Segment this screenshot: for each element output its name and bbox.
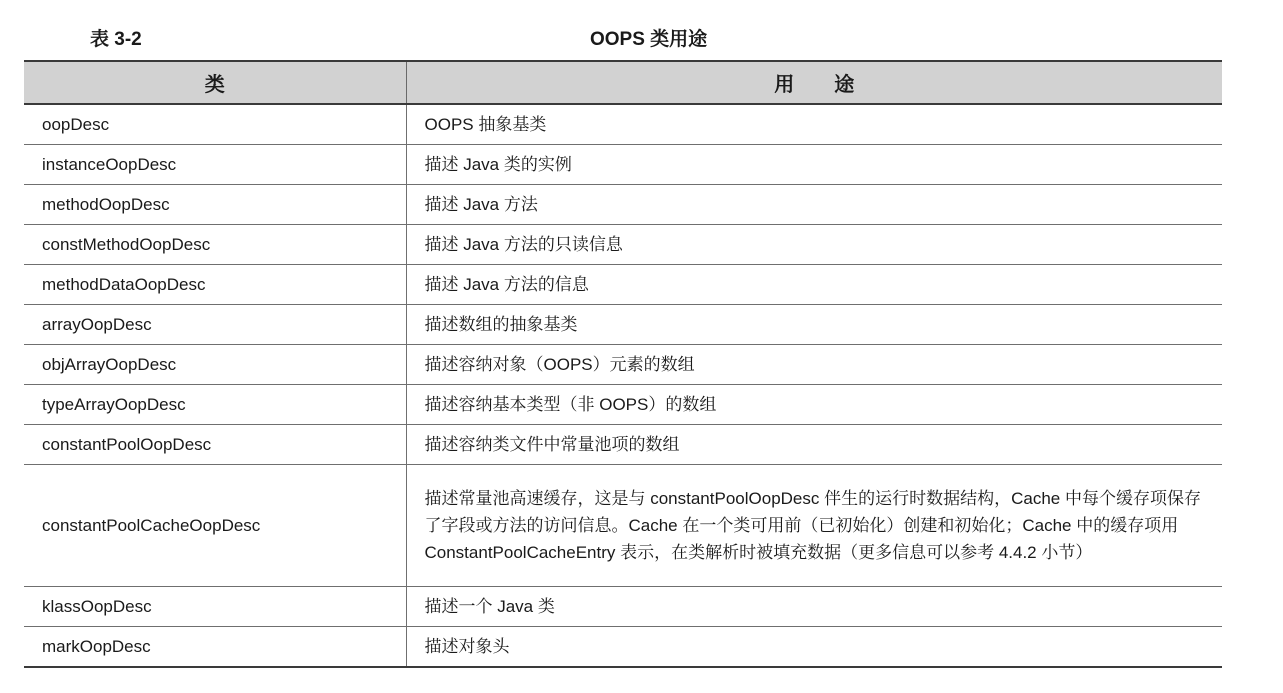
table-row bbox=[24, 465, 1222, 587]
header-use bbox=[406, 61, 1222, 104]
usage-cell: 描述 Java 方法的信息 bbox=[406, 265, 1222, 305]
usage-cell: 描述常量池高速缓存，这是与 constantPoolOopDesc 伴生的运行时数据结构，Cache 中每个缓存项保存了字段或方法的访问信息。Cache 在一个类可用前（已初始化）创建和初始化；Cache 中的缓存项用 ConstantPoolCacheEntry 表示，在类解析时被填充数据（更多信息可以参考 4.4.2 小节） bbox=[406, 465, 1222, 587]
class-name-cell: objArrayOopDesc bbox=[24, 345, 406, 385]
table-row bbox=[24, 185, 1222, 225]
table-header-row bbox=[24, 61, 1222, 104]
usage-cell: 描述 Java 类的实例 bbox=[406, 145, 1222, 185]
header-use-label: 用途 bbox=[774, 74, 895, 96]
class-name-cell: methodDataOopDesc bbox=[24, 265, 406, 305]
usage-cell: 描述容纳类文件中常量池项的数组 bbox=[406, 425, 1222, 465]
usage-cell: 描述一个 Java 类 bbox=[406, 587, 1222, 627]
table-row bbox=[24, 145, 1222, 185]
table-title: OOPS 类用途 bbox=[590, 29, 708, 50]
table-row bbox=[24, 425, 1222, 465]
class-name-cell: oopDesc bbox=[24, 104, 406, 145]
class-name-cell: constantPoolOopDesc bbox=[24, 425, 406, 465]
table-row bbox=[24, 627, 1222, 668]
class-name-cell: constMethodOopDesc bbox=[24, 225, 406, 265]
class-name-cell: klassOopDesc bbox=[24, 587, 406, 627]
class-name-cell: typeArrayOopDesc bbox=[24, 385, 406, 425]
class-name-cell: markOopDesc bbox=[24, 627, 406, 668]
usage-cell: OOPS 抽象基类 bbox=[406, 104, 1222, 145]
class-name-cell: constantPoolCacheOopDesc bbox=[24, 465, 406, 587]
usage-cell: 描述容纳基本类型（非 OOPS）的数组 bbox=[406, 385, 1222, 425]
usage-cell: 描述容纳对象（OOPS）元素的数组 bbox=[406, 345, 1222, 385]
table-row bbox=[24, 225, 1222, 265]
table-row bbox=[24, 587, 1222, 627]
class-name-cell: instanceOopDesc bbox=[24, 145, 406, 185]
oops-class-table bbox=[24, 60, 1222, 668]
table-row bbox=[24, 345, 1222, 385]
table-number: 表 3-2 bbox=[90, 29, 142, 50]
table-row bbox=[24, 104, 1222, 145]
table-row bbox=[24, 305, 1222, 345]
usage-cell: 描述数组的抽象基类 bbox=[406, 305, 1222, 345]
class-name-cell: arrayOopDesc bbox=[24, 305, 406, 345]
usage-cell: 描述对象头 bbox=[406, 627, 1222, 668]
table-row bbox=[24, 265, 1222, 305]
class-name-cell: methodOopDesc bbox=[24, 185, 406, 225]
usage-cell: 描述 Java 方法 bbox=[406, 185, 1222, 225]
usage-cell: 描述 Java 方法的只读信息 bbox=[406, 225, 1222, 265]
table-row bbox=[24, 385, 1222, 425]
header-class: 类 bbox=[24, 61, 406, 104]
